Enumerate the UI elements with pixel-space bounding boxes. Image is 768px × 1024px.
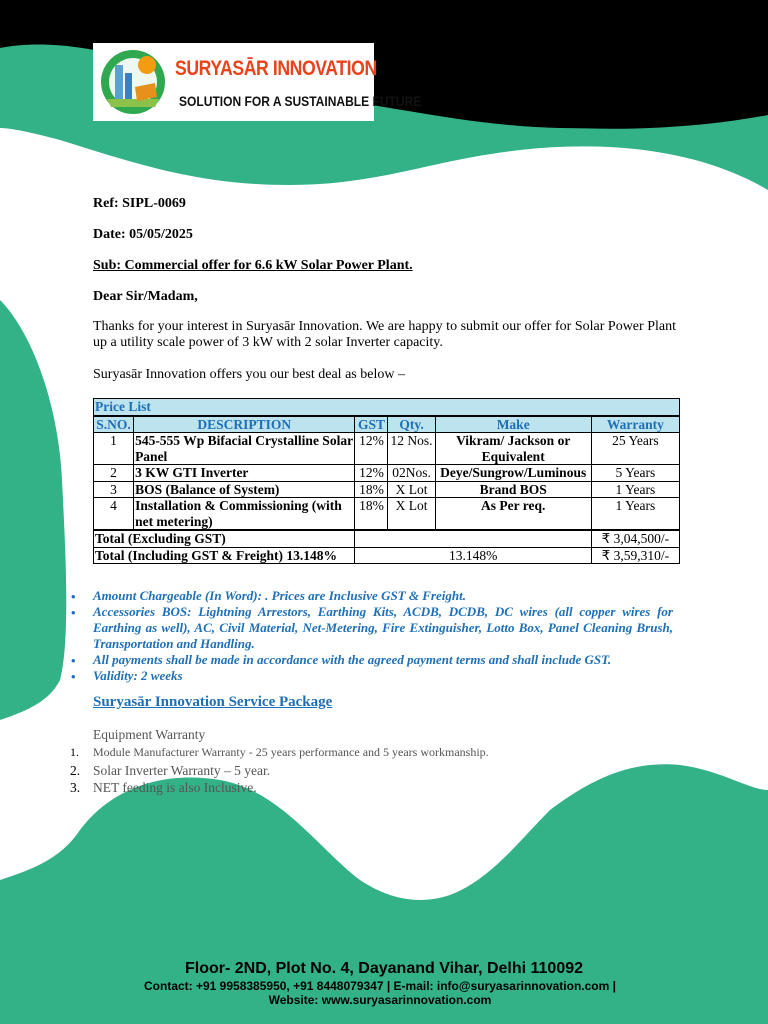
offer-line: Suryasār Innovation offers you our best deal as below – — [93, 367, 405, 382]
row-sno: 2 — [94, 465, 134, 482]
total-including-percent: 13.148% — [355, 547, 591, 564]
list-number: 2. — [70, 763, 81, 778]
reference-number: Ref: SIPL-0069 — [93, 196, 186, 211]
col-header-description: DESCRIPTION — [134, 416, 355, 433]
table-row — [94, 465, 680, 482]
row-warranty: 5 Years — [591, 465, 679, 482]
list-item — [70, 745, 489, 760]
row-description: 3 KW GTI Inverter — [134, 465, 355, 482]
total-excluding-value: ₹ 3,04,500/- — [591, 530, 679, 547]
footer-contact: Contact: +91 9958385950, +91 8448079347 | E-mail: info@suryasarinnovation.com | — [144, 979, 616, 993]
row-gst: 18% — [355, 498, 388, 531]
list-item — [71, 668, 673, 684]
list-text: NET feeding is also Inclusive. — [93, 780, 257, 795]
list-item — [71, 652, 673, 668]
row-make: Deye/Sungrow/Luminous — [435, 465, 591, 482]
logo-brand-name: SURYASĀR INNOVATION — [175, 57, 377, 80]
footer-website: Website: www.suryasarinnovation.com — [268, 993, 492, 1007]
row-description: BOS (Balance of System) — [134, 481, 355, 498]
list-text: Module Manufacturer Warranty - 25 years performance and 5 years workmanship. — [93, 745, 489, 759]
price-list-title: Price List — [94, 399, 680, 416]
row-sno: 1 — [94, 433, 134, 465]
total-including-label: Total (Including GST & Freight) 13.148% — [94, 547, 355, 564]
row-make: Brand BOS — [435, 481, 591, 498]
row-gst: 18% — [355, 481, 388, 498]
table-row — [94, 498, 680, 531]
col-header-warranty: Warranty — [591, 416, 679, 433]
list-text: Solar Inverter Warranty – 5 year. — [93, 763, 271, 778]
row-warranty: 1 Years — [591, 498, 679, 531]
row-make: Vikram/ Jackson or Equivalent — [435, 433, 591, 465]
bullet-icon: • — [71, 669, 76, 684]
total-excluding-blank — [355, 530, 591, 547]
list-item — [71, 588, 673, 604]
col-header-gst: GST — [355, 416, 388, 433]
row-gst: 12% — [355, 433, 388, 465]
total-including-row — [94, 547, 680, 564]
row-make: As Per req. — [435, 498, 591, 531]
table-row — [94, 481, 680, 498]
list-number: 3. — [70, 780, 81, 795]
row-sno: 4 — [94, 498, 134, 531]
terms-bullet-list — [71, 588, 673, 684]
bullet-text: All payments shall be made in accordance with the agreed payment terms and shall include GST. — [93, 652, 612, 667]
logo-emblem-icon — [97, 47, 169, 117]
letter-subject: Sub: Commercial offer for 6.6 kW Solar Power Plant. — [93, 258, 413, 273]
intro-paragraph: Thanks for your interest in Suryasār Innovation. We are happy to submit our offer for Solar Power Plant up a utility scale power of 3 kW with 2 solar Inverter capacity. — [93, 319, 676, 350]
company-logo — [93, 43, 422, 121]
col-header-sno: S.NO. — [94, 416, 134, 433]
top-black-right — [380, 0, 768, 129]
bullet-icon: • — [71, 653, 76, 668]
table-row — [94, 433, 680, 465]
list-item — [70, 780, 257, 796]
col-header-make: Make — [435, 416, 591, 433]
price-list-table — [93, 398, 680, 564]
total-excluding-label: Total (Excluding GST) — [94, 530, 355, 547]
row-sno: 3 — [94, 481, 134, 498]
row-qty: 02Nos. — [388, 465, 435, 482]
total-excluding-row — [94, 530, 680, 547]
row-warranty: 1 Years — [591, 481, 679, 498]
row-warranty: 25 Years — [591, 433, 679, 465]
service-package-title: Suryasār Innovation Service Package — [93, 694, 333, 710]
row-description: 545-555 Wp Bifacial Crystalline Solar Panel — [135, 433, 354, 464]
row-qty: 12 Nos. — [388, 433, 435, 465]
letter-date: Date: 05/05/2025 — [93, 227, 193, 242]
row-gst: 12% — [355, 465, 388, 482]
total-including-value: ₹ 3,59,310/- — [591, 547, 679, 564]
bullet-text: Accessories BOS: Lightning Arrestors, Earthing Kits, ACDB, DCDB, DC wires (all copper wires for Earthing as well), AC, Civil Material, Net-Metering, Fire Extinguisher, Lotto Box, Panel Cleaning Brush, Transportation and Handling. — [93, 604, 673, 651]
row-qty: X Lot — [388, 498, 435, 531]
col-header-qty: Qty. — [388, 416, 435, 433]
bullet-text: Validity: 2 weeks — [93, 668, 183, 683]
equipment-warranty-heading: Equipment Warranty — [93, 727, 206, 742]
list-number: 1. — [70, 745, 79, 759]
list-item — [70, 763, 270, 779]
left-green-wave — [0, 300, 66, 720]
salutation: Dear Sir/Madam, — [93, 289, 198, 304]
row-qty: X Lot — [388, 481, 435, 498]
bullet-icon: • — [71, 589, 76, 604]
bullet-icon: • — [71, 605, 76, 620]
row-description: Installation & Commissioning (with net metering) — [134, 498, 355, 531]
list-item — [71, 604, 673, 652]
bullet-text: Amount Chargeable (In Word): . Prices are Inclusive GST & Freight. — [93, 588, 466, 603]
logo-tagline: SOLUTION FOR A SUSTAINABLE FUTURE — [179, 93, 422, 109]
footer-address: Floor- 2ND, Plot No. 4, Dayanand Vihar, Delhi 110092 — [184, 960, 584, 977]
